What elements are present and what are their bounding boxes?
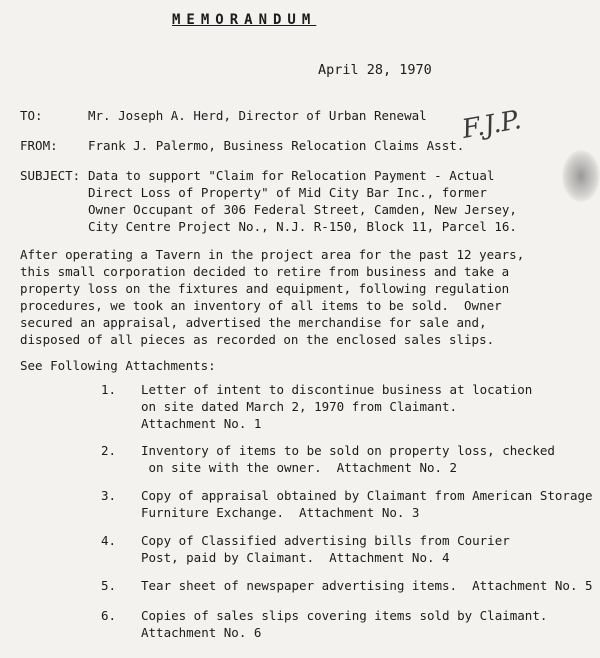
attachment-line: Furniture Exchange. Attachment No. 3 [141,505,420,520]
attachment-number: 2. [101,443,117,458]
attachment-line: Copy of Classified advertising bills from Courier [141,533,510,548]
subject-line: City Centre Project No., N.J. R-150, Block 11, Parcel 16. [88,219,517,234]
attachment-line: on site with the owner. Attachment No. 2 [141,460,458,475]
attachment-number: 5. [101,578,117,593]
attachment-line: Copy of appraisal obtained by Claimant from American Storage [141,488,593,503]
attachment-line: on site dated March 2, 1970 from Claimant. [141,399,458,414]
to-value: Mr. Joseph A. Herd, Director of Urban Renewal [88,108,427,123]
from-label: FROM: [20,138,58,153]
subject-label: SUBJECT: [20,168,81,183]
attachment-number: 1. [101,382,117,397]
attachment-number: 6. [101,608,117,623]
attachment-line: Inventory of items to be sold on property loss, checked [141,443,555,458]
body-line: procedures, we took an inventory of all items to be sold. Owner [20,298,502,313]
attachments-heading: See Following Attachments: [20,358,216,373]
body-line: disposed of all pieces as recorded on the enclosed sales slips. [20,332,495,347]
handwritten-initials: F.J.P. [459,105,524,145]
subject-line: Owner Occupant of 306 Federal Street, Camden, New Jersey, [88,202,517,217]
body-line: property loss on the fixtures and equipment, following regulation [20,281,510,296]
subject-line: Data to support "Claim for Relocation Payment - Actual [88,168,495,183]
attachment-line: Attachment No. 1 [141,416,262,431]
attachment-line: Tear sheet of newspaper advertising items. Attachment No. 5 [141,578,593,593]
body-line: this small corporation decided to retire from business and take a [20,264,510,279]
body-line: secured an appraisal, advertised the merchandise for sale and, [20,315,487,330]
subject-line: Direct Loss of Property" of Mid City Bar Inc., former [88,185,487,200]
ink-smudge [562,150,600,202]
attachment-number: 3. [101,488,117,503]
attachment-number: 4. [101,533,117,548]
to-label: TO: [20,108,43,123]
attachment-line: Attachment No. 6 [141,625,262,640]
memo-date: April 28, 1970 [318,62,432,78]
attachment-line: Letter of intent to discontinue business at location [141,382,533,397]
memo-title: MEMORANDUM [172,12,317,28]
body-line: After operating a Tavern in the project area for the past 12 years, [20,247,525,262]
attachment-line: Copies of sales slips covering items sold by Claimant. [141,608,548,623]
from-value: Frank J. Palermo, Business Relocation Claims Asst. [88,138,465,153]
attachment-line: Post, paid by Claimant. Attachment No. 4 [141,550,450,565]
